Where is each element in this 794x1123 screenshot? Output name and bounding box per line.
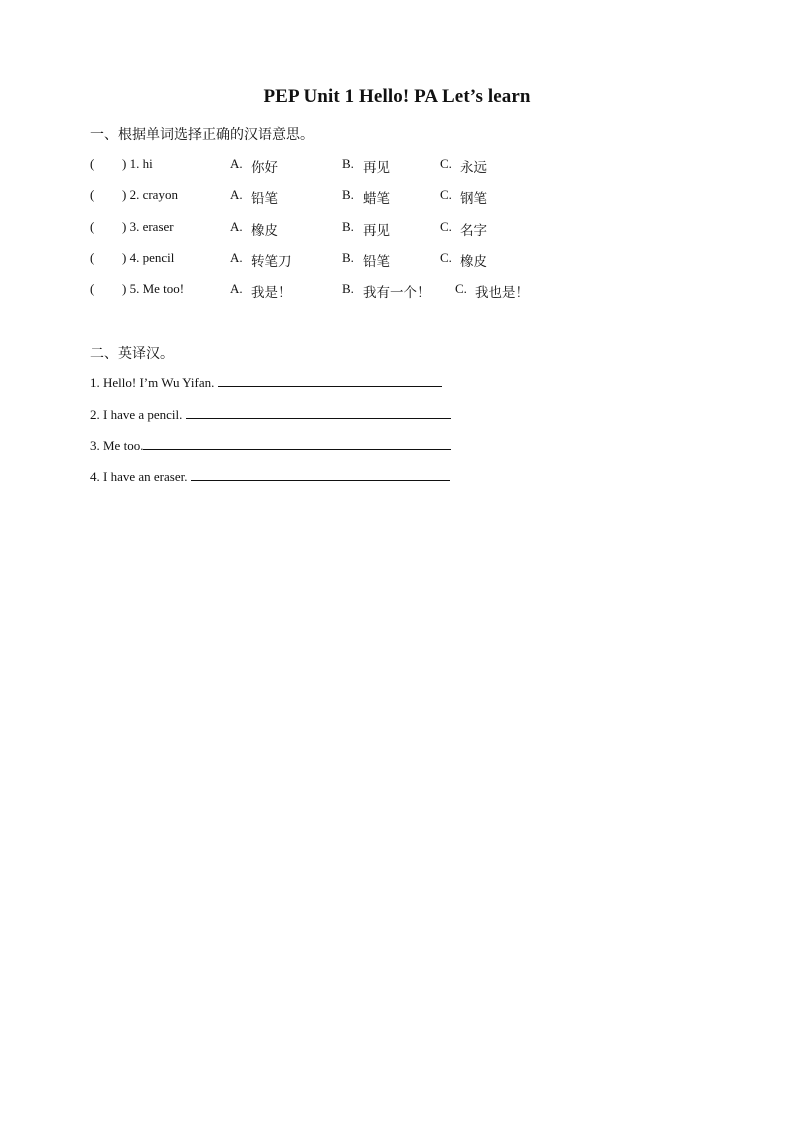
question-word: ) 1. hi <box>122 156 153 171</box>
question-word: ) 4. pencil <box>122 250 175 265</box>
translation-item-2 <box>90 406 451 423</box>
section-1-heading: 一、根据单词选择正确的汉语意思。 <box>90 127 314 143</box>
translation-item-3 <box>90 437 451 454</box>
question-row-4 <box>90 250 710 270</box>
option-a-text: 你好 <box>251 160 278 176</box>
answer-blank[interactable] <box>191 468 450 481</box>
translation-item-4 <box>90 468 450 485</box>
answer-paren[interactable]: ( <box>90 250 95 265</box>
option-c-label: C. <box>440 250 452 265</box>
option-b-text: 铅笔 <box>363 254 390 270</box>
translation-sentence: 3. Me too. <box>90 438 144 453</box>
question-word: ) 2. crayon <box>122 187 178 202</box>
translation-sentence: 2. I have a pencil. <box>90 407 183 422</box>
translation-sentence: 1. Hello! I’m Wu Yifan. <box>90 375 215 390</box>
option-a-label: A. <box>230 156 243 171</box>
option-c-label: C. <box>455 281 467 296</box>
answer-paren[interactable]: ( <box>90 187 95 202</box>
answer-paren[interactable]: ( <box>90 156 95 171</box>
question-row-2 <box>90 187 710 207</box>
question-row-5 <box>90 281 710 301</box>
option-a-text: 我是！ <box>251 285 292 301</box>
option-a-label: A. <box>230 219 243 234</box>
question-word: ) 3. eraser <box>122 219 174 234</box>
section-2-heading: 二、英译汉。 <box>90 346 174 362</box>
answer-blank[interactable] <box>186 406 451 419</box>
option-c-text: 钢笔 <box>460 191 487 207</box>
option-c-text: 我也是！ <box>475 285 529 301</box>
page-title: PEP Unit 1 Hello! PA Let’s learn <box>263 86 531 107</box>
question-word: ) 5. Me too! <box>122 281 185 296</box>
option-a-label: A. <box>230 187 243 202</box>
option-b-label: B. <box>342 281 354 296</box>
option-a-label: A. <box>230 250 243 265</box>
option-b-label: B. <box>342 250 354 265</box>
option-a-text: 转笔刀 <box>251 254 292 270</box>
answer-blank[interactable] <box>143 437 451 450</box>
option-c-text: 橡皮 <box>460 254 487 270</box>
option-b-label: B. <box>342 219 354 234</box>
option-b-label: B. <box>342 187 354 202</box>
option-c-label: C. <box>440 156 452 171</box>
option-a-text: 铅笔 <box>251 191 278 207</box>
option-c-label: C. <box>440 219 452 234</box>
translation-item-1 <box>90 374 442 391</box>
option-c-text: 永远 <box>460 160 487 176</box>
option-c-text: 名字 <box>460 223 487 239</box>
option-b-label: B. <box>342 156 354 171</box>
option-a-label: A. <box>230 281 243 296</box>
option-a-text: 橡皮 <box>251 223 278 239</box>
option-c-label: C. <box>440 187 452 202</box>
option-b-text: 蜡笔 <box>363 191 390 207</box>
option-b-text: 再见 <box>363 223 390 239</box>
question-row-1 <box>90 156 710 176</box>
option-b-text: 再见 <box>363 160 390 176</box>
answer-paren[interactable]: ( <box>90 219 95 234</box>
answer-blank[interactable] <box>218 374 442 387</box>
translation-sentence: 4. I have an eraser. <box>90 469 188 484</box>
option-b-text: 我有一个！ <box>363 285 431 301</box>
question-row-3 <box>90 219 710 239</box>
answer-paren[interactable]: ( <box>90 281 95 296</box>
